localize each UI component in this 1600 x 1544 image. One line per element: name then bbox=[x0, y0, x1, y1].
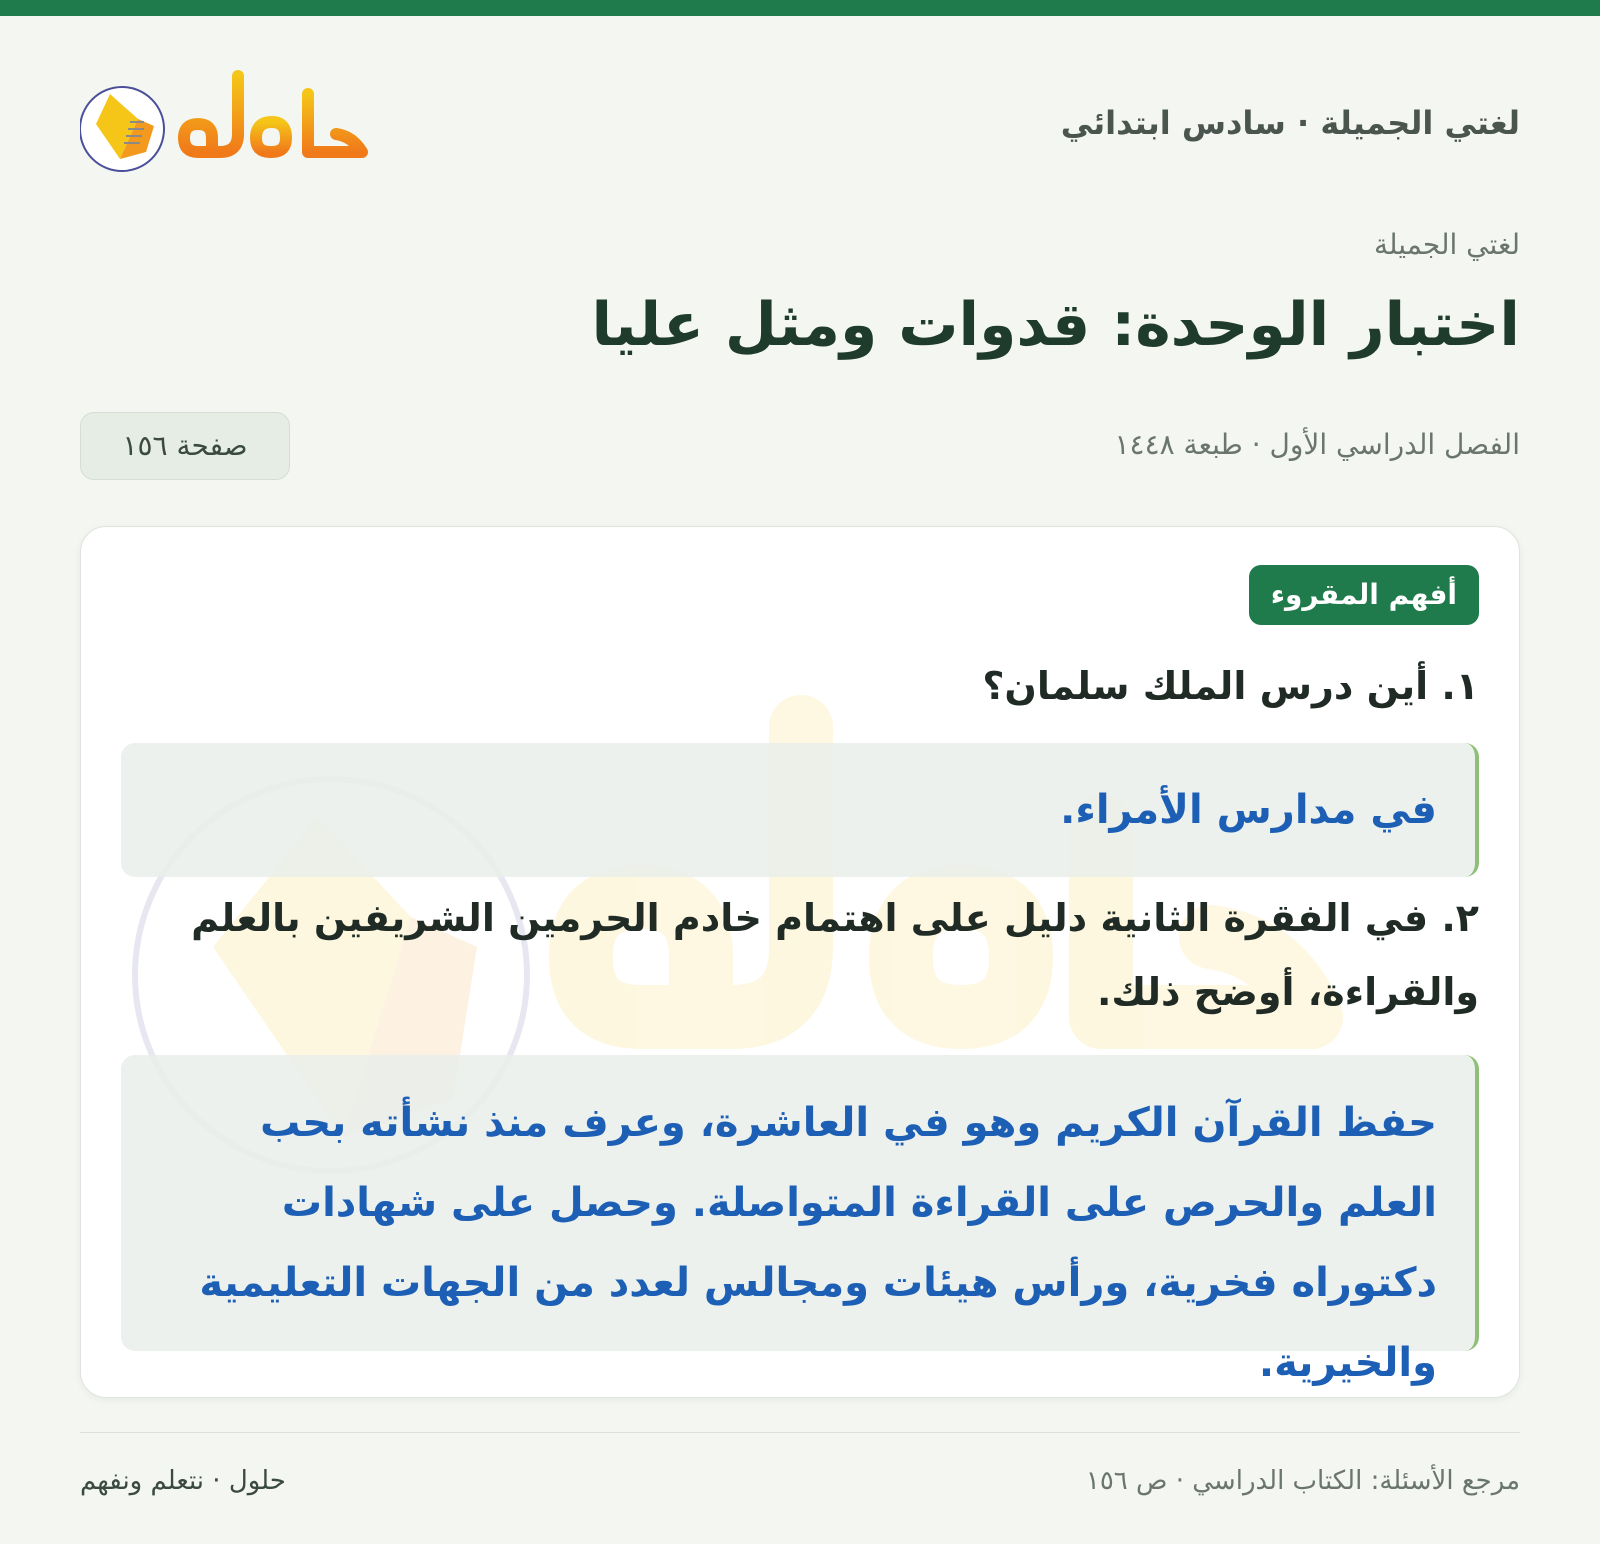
logo-text: حلول bbox=[80, 64, 83, 65]
footer-reference: مرجع الأسئلة: الكتاب الدراسي · ص ١٥٦ bbox=[1085, 1466, 1520, 1496]
site-header bbox=[80, 64, 1520, 194]
question-2: ٢. في الفقرة الثانية دليل على اهتمام خادم الحرمين الشريفين بالعلم والقراءة، أوضح ذلك. bbox=[191, 896, 1479, 1014]
top-accent-bar bbox=[0, 0, 1600, 16]
question-1: ١. أين درس الملك سلمان؟ bbox=[982, 664, 1479, 708]
breadcrumb: لغتي الجميلة · سادس ابتدائي bbox=[1060, 104, 1520, 142]
exercise-card bbox=[80, 526, 1520, 1398]
page-title: اختبار الوحدة: قدوات ومثل عليا bbox=[591, 290, 1520, 360]
answer-1: في مدارس الأمراء. bbox=[121, 743, 1479, 877]
footer-tagline: حلول · نتعلم ونفهم bbox=[80, 1466, 286, 1496]
page-number-badge[interactable]: صفحة ١٥٦ bbox=[80, 412, 290, 480]
answer-2: حفظ القرآن الكريم وهو في العاشرة، وعرف منذ نشأته بحب العلم والحرص على القراءة المتواصلة. وحصل على شهادات دكتوراه فخرية، ورأس هيئات ومجالس لعدد من الجهات التعليمية والخيرية. bbox=[121, 1055, 1479, 1351]
section-tag: أفهم المقروء bbox=[1249, 565, 1479, 625]
subject-label: لغتي الجميلة bbox=[1373, 228, 1520, 261]
footer-divider bbox=[80, 1432, 1520, 1433]
logo-graphic bbox=[80, 64, 380, 194]
semester-meta: الفصل الدراسي الأول · طبعة ١٤٤٨ bbox=[1114, 428, 1520, 461]
site-logo[interactable] bbox=[80, 64, 380, 194]
